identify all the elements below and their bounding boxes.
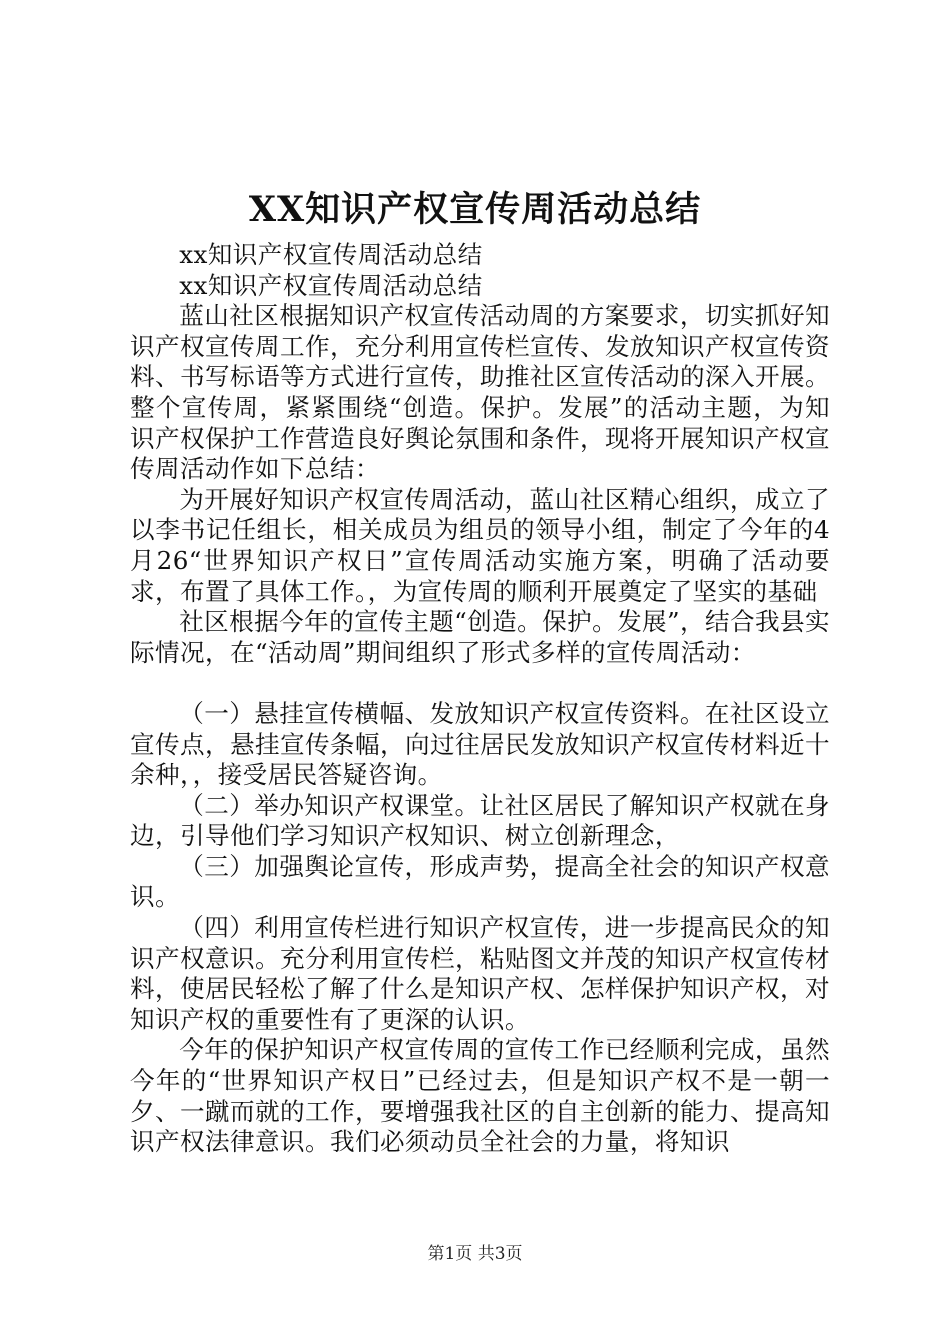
list-item-paragraph: （四）利用宣传栏进行知识产权宣传，进一步提高民众的知识产权意识。充分利用宣传栏，粘贴图文并茂的知识产权宣传材料，使居民轻松了解了什么是知识产权、怎样保护知识产权，对知识产权的重要性有了更深的认识。 [130, 913, 830, 1034]
subtitle-line: xx知识产权宣传周活动总结 [179, 270, 483, 300]
subtitle-line: xx知识产权宣传周活动总结 [179, 240, 483, 269]
body-paragraph: 蓝山社区根据知识产权宣传活动周的方案要求，切实抓好知识产权宣传周工作，充分利用宣传栏宣传、发放知识产权宣传资料、书写标语等方式进行宣传，助推社区宣传活动的深入开展。整个宣传周，紧紧围绕“创造。保护。发展”的活动主题，为知识产权保护工作营造良好舆论氛围和条件，现将开展知识产权宣传周活动作如下总结： [130, 301, 830, 484]
list-item-paragraph: （一）悬挂宣传横幅、发放知识产权宣传资料。在社区设立宣传点，悬挂宣传条幅，向过往居民发放知识产权宣传材料近十余种，，接受居民答疑咨询。 [130, 698, 830, 790]
body-paragraph: 今年的保护知识产权宣传周的宣传工作已经顺利完成，虽然今年的“世界知识产权日”已经过去，但是知识产权不是一朝一夕、一蹴而就的工作，要增强我社区的自主创新的能力、提高知识产权法律意识。我们必须动员全社会的力量，将知识 [130, 1035, 830, 1157]
document-body [130, 240, 830, 1158]
document-title: XX知识产权宣传周活动总结 [248, 189, 702, 230]
page-footer: 第1页 共3页 [427, 1244, 523, 1264]
list-item-paragraph: （三）加强舆论宣传，形成声势，提高全社会的知识产权意识。 [130, 851, 830, 912]
body-paragraph: 为开展好知识产权宣传周活动，蓝山社区精心组织，成立了以李书记任组长，相关成员为组员的领导小组，制定了今年的4月26“世界知识产权日”宣传周活动实施方案，明确了活动要求，布置了具体工作。，为宣传周的顺利开展奠定了坚实的基础 [130, 484, 830, 606]
list-item-paragraph: （二）举办知识产权课堂。让社区居民了解知识产权就在身边，引导他们学习知识产权知识、树立创新理念， [130, 790, 830, 851]
body-paragraph: 社区根据今年的宣传主题“创造。保护。发展”，结合我县实际情况，在“活动周”期间组织了形式多样的宣传周活动： [130, 607, 830, 667]
blank-line [130, 668, 830, 699]
